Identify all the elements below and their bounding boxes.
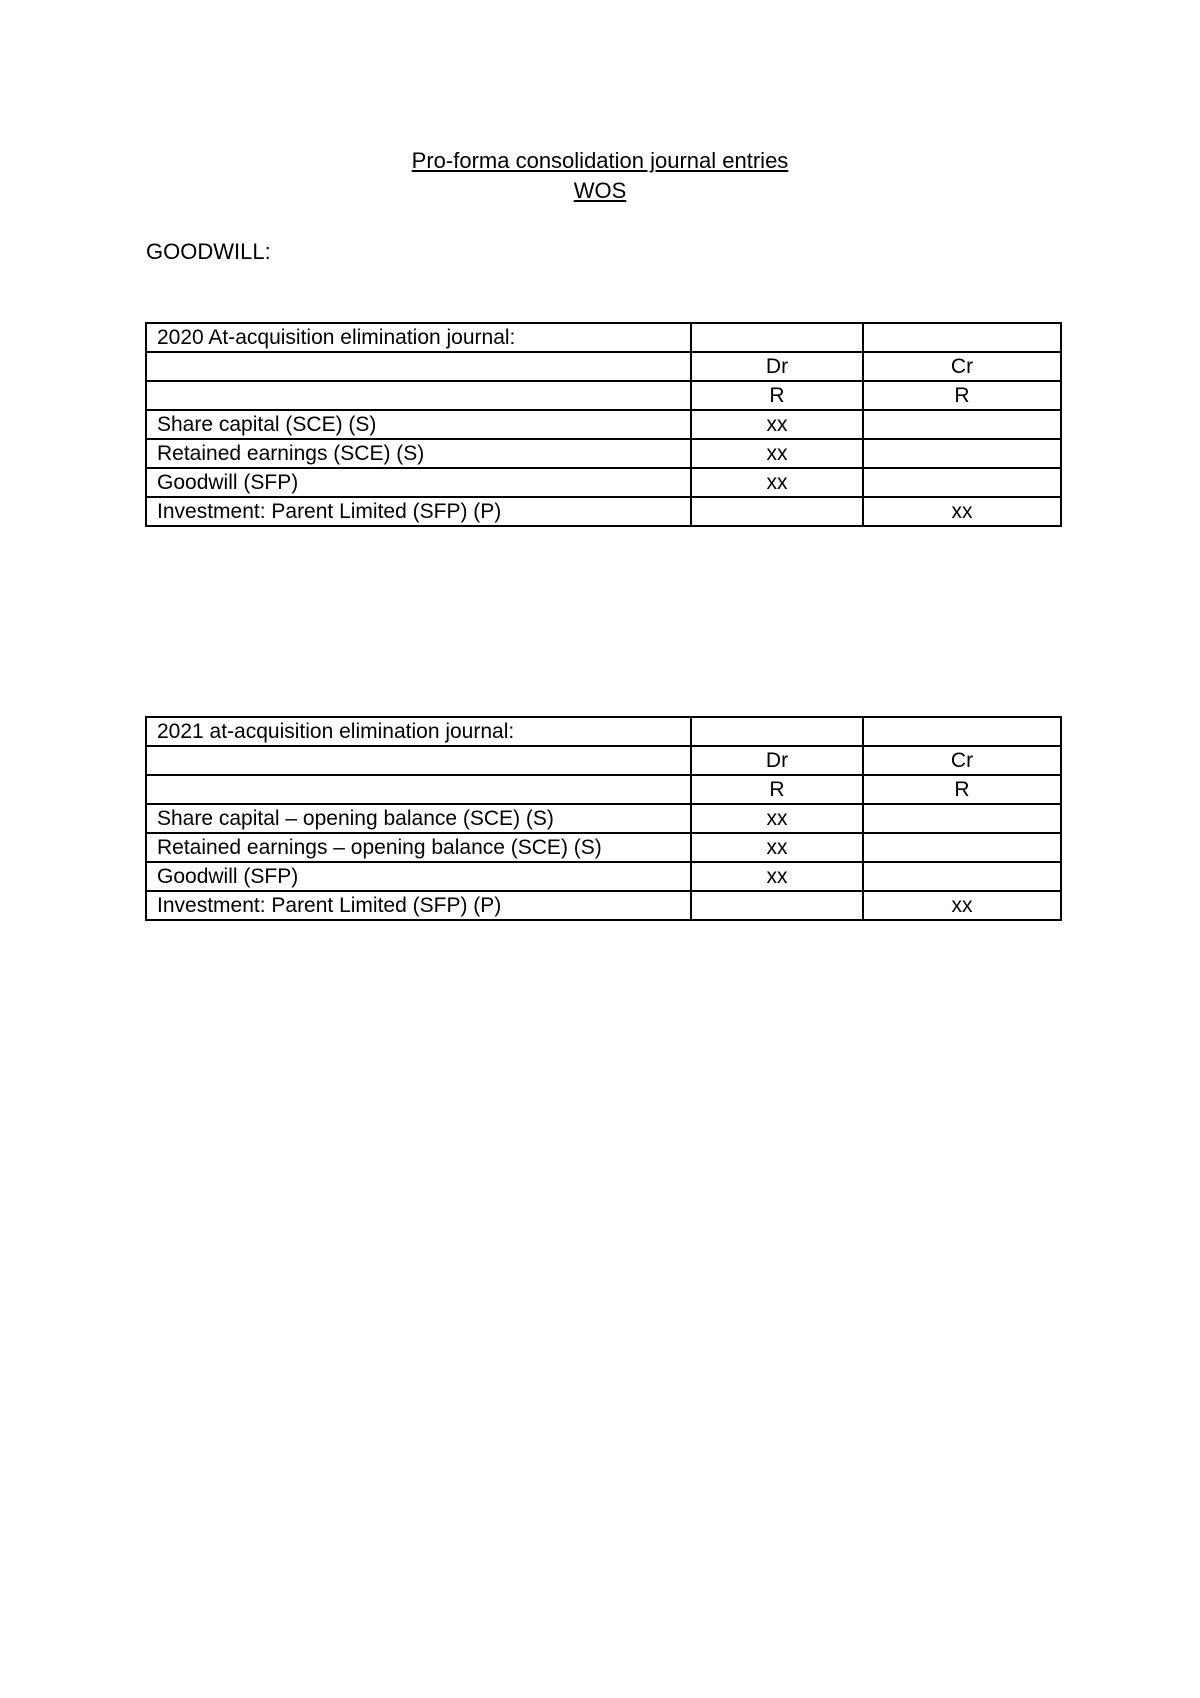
- currency-row: [146, 381, 1061, 410]
- empty-cell: [146, 775, 691, 804]
- debit-currency: R: [691, 775, 863, 804]
- journal-heading-row: [146, 717, 1061, 746]
- empty-cell: [863, 717, 1061, 746]
- journal-row: [146, 862, 1061, 891]
- empty-cell: [691, 717, 863, 746]
- empty-cell: [863, 323, 1061, 352]
- currency-row: [146, 775, 1061, 804]
- account-name: Share capital (SCE) (S): [146, 410, 691, 439]
- journal-row: [146, 497, 1061, 526]
- column-header-row: [146, 352, 1061, 381]
- section-heading-goodwill: GOODWILL:: [146, 239, 271, 264]
- account-name: Share capital – opening balance (SCE) (S): [146, 804, 691, 833]
- debit-amount: xx: [691, 804, 863, 833]
- credit-header: Cr: [863, 746, 1061, 775]
- journal-row: [146, 439, 1061, 468]
- credit-amount: xx: [863, 497, 1061, 526]
- credit-header: Cr: [863, 352, 1061, 381]
- debit-amount: xx: [691, 862, 863, 891]
- credit-currency: R: [863, 775, 1061, 804]
- debit-amount: xx: [691, 833, 863, 862]
- credit-amount: xx: [863, 891, 1061, 920]
- credit-amount: [863, 833, 1061, 862]
- column-header-row: [146, 746, 1061, 775]
- credit-amount: [863, 439, 1061, 468]
- journal-row: [146, 833, 1061, 862]
- journal-heading-row: [146, 323, 1061, 352]
- journal-heading: 2021 at-acquisition elimination journal:: [146, 717, 691, 746]
- debit-currency: R: [691, 381, 863, 410]
- empty-cell: [146, 381, 691, 410]
- empty-cell: [691, 323, 863, 352]
- account-name: Goodwill (SFP): [146, 468, 691, 497]
- debit-header: Dr: [691, 746, 863, 775]
- document-subtitle: WOS: [573, 178, 627, 203]
- account-name: Retained earnings – opening balance (SCE) (S): [146, 833, 691, 862]
- journal-table-2021: [145, 716, 1062, 921]
- credit-amount: [863, 468, 1061, 497]
- journal-heading: 2020 At-acquisition elimination journal:: [146, 323, 691, 352]
- debit-header: Dr: [691, 352, 863, 381]
- journal-table-2020: [145, 322, 1062, 527]
- debit-amount: xx: [691, 468, 863, 497]
- empty-cell: [146, 352, 691, 381]
- credit-amount: [863, 862, 1061, 891]
- account-name: Investment: Parent Limited (SFP) (P): [146, 891, 691, 920]
- debit-amount: [691, 891, 863, 920]
- credit-amount: [863, 804, 1061, 833]
- debit-amount: [691, 497, 863, 526]
- account-name: Investment: Parent Limited (SFP) (P): [146, 497, 691, 526]
- document-title: Pro-forma consolidation journal entries: [411, 148, 789, 173]
- empty-cell: [146, 746, 691, 775]
- account-name: Retained earnings (SCE) (S): [146, 439, 691, 468]
- account-name: Goodwill (SFP): [146, 862, 691, 891]
- credit-currency: R: [863, 381, 1061, 410]
- credit-amount: [863, 410, 1061, 439]
- journal-row: [146, 891, 1061, 920]
- journal-row: [146, 804, 1061, 833]
- debit-amount: xx: [691, 410, 863, 439]
- journal-row: [146, 410, 1061, 439]
- journal-row: [146, 468, 1061, 497]
- debit-amount: xx: [691, 439, 863, 468]
